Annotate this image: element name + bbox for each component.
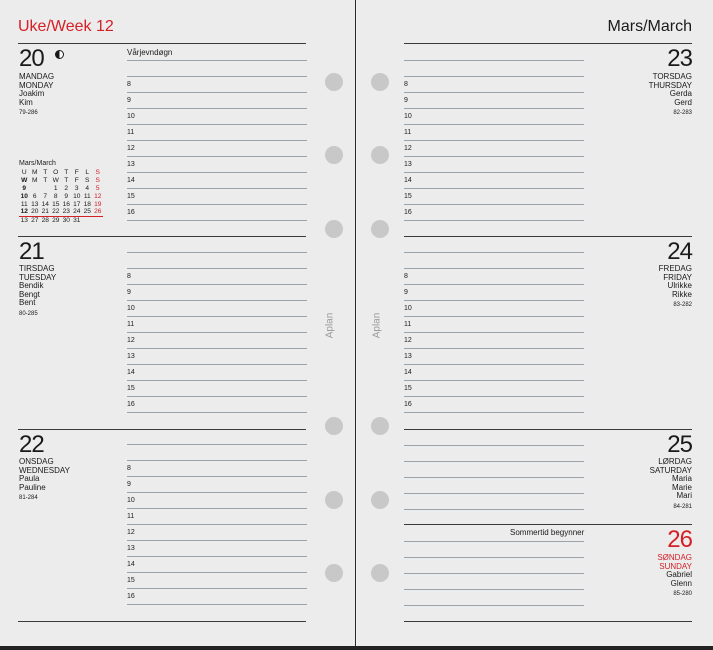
writing-line — [127, 140, 307, 141]
day-info-21 — [19, 265, 56, 318]
weekday-en: THURSDAY — [648, 80, 692, 90]
weekday-en: WEDNESDAY — [19, 465, 70, 475]
mini-week-num: 10 — [20, 192, 28, 200]
punch-hole — [371, 564, 389, 582]
writing-line — [404, 60, 584, 61]
writing-line — [404, 220, 584, 221]
name-day: Paula — [19, 474, 40, 483]
hour-label: 14 — [127, 369, 135, 376]
hour-label: 9 — [127, 481, 131, 488]
mini-head: S — [95, 176, 100, 184]
mini-day: 1 — [53, 184, 58, 192]
writing-line — [404, 445, 584, 446]
mini-day: 12 — [94, 192, 102, 200]
hour-label: 13 — [127, 353, 135, 360]
writing-line — [404, 364, 584, 365]
writing-line — [404, 348, 584, 349]
weekday-no: FREDAG — [658, 264, 692, 273]
mini-day: 4 — [85, 184, 90, 192]
hour-label: 15 — [127, 193, 135, 200]
mini-head: F — [74, 168, 79, 176]
mini-calendar-week — [19, 217, 103, 225]
hour-label: 10 — [404, 113, 412, 120]
mini-day: 24 — [73, 208, 81, 216]
mini-head: L — [85, 168, 90, 176]
hour-label: 11 — [404, 321, 412, 328]
hour-label: 16 — [127, 209, 135, 216]
hour-label: 16 — [404, 401, 412, 408]
weekday-en: FRIDAY — [663, 272, 692, 282]
writing-line — [404, 156, 584, 157]
mini-day — [93, 217, 104, 225]
writing-line — [127, 492, 307, 493]
day-number-25: 25 — [667, 431, 692, 458]
hour-label: 9 — [127, 289, 131, 296]
weekday-no: LØRDAG — [658, 457, 692, 466]
hour-label: 8 — [127, 465, 131, 472]
mini-week-num: 9 — [22, 184, 27, 192]
day-info-23 — [649, 73, 692, 118]
name-day: Marie — [671, 482, 692, 492]
day-note: Sommertid begynner — [510, 528, 585, 537]
writing-line — [404, 541, 584, 542]
punch-hole — [371, 417, 389, 435]
mini-head: F — [74, 176, 79, 184]
mini-calendar-head — [19, 177, 103, 185]
punch-hole — [371, 73, 389, 91]
hour-label: 12 — [404, 337, 412, 344]
writing-line — [127, 556, 307, 557]
writing-line — [127, 92, 307, 93]
hour-label: 10 — [127, 113, 135, 120]
day-divider — [404, 236, 692, 237]
day-number-21: 21 — [19, 238, 44, 265]
day-count: 83-282 — [673, 302, 692, 308]
writing-line — [404, 188, 584, 189]
mini-calendar — [19, 160, 103, 225]
writing-line — [127, 60, 307, 61]
mini-calendar-grid — [19, 169, 103, 225]
punch-hole — [325, 220, 343, 238]
writing-line — [404, 412, 584, 413]
writing-line — [127, 268, 307, 269]
punch-hole — [325, 417, 343, 435]
punch-hole — [325, 73, 343, 91]
writing-line — [404, 108, 584, 109]
mini-calendar-title: Mars/March — [19, 160, 56, 167]
writing-line — [127, 412, 307, 413]
mini-day: 25 — [83, 208, 91, 216]
writing-line — [127, 316, 307, 317]
name-day: Pauline — [19, 482, 46, 492]
mini-week-num: 11 — [20, 200, 28, 208]
mini-head: O — [53, 168, 59, 176]
hour-label: 14 — [404, 177, 412, 184]
name-day: Mari — [676, 491, 692, 500]
month-header: Mars/March — [607, 18, 692, 35]
hour-label: 15 — [404, 193, 412, 200]
writing-line — [127, 124, 307, 125]
day-divider — [18, 236, 306, 237]
mini-calendar-week — [19, 193, 103, 201]
writing-line — [404, 396, 584, 397]
writing-line — [127, 348, 307, 349]
mini-day: 17 — [73, 200, 81, 208]
writing-line — [404, 268, 584, 269]
day-divider — [404, 524, 692, 525]
day-info-26 — [657, 554, 692, 599]
day-count: 85-280 — [673, 591, 692, 597]
hour-label: 14 — [127, 561, 135, 568]
day-number-20: 20 — [19, 45, 44, 72]
hour-label: 10 — [404, 305, 412, 312]
writing-line — [404, 172, 584, 173]
weekday-en: SUNDAY — [659, 561, 692, 571]
mini-head: S — [85, 176, 90, 184]
day-divider — [18, 43, 306, 44]
writing-line — [404, 380, 584, 381]
writing-line — [127, 220, 307, 221]
name-day: Gerda — [669, 89, 692, 98]
mini-day: 18 — [83, 200, 91, 208]
mini-day: 16 — [62, 200, 70, 208]
day-number-23: 23 — [667, 45, 692, 72]
weekday-en: MONDAY — [19, 80, 54, 90]
writing-line — [127, 524, 307, 525]
writing-line — [404, 573, 584, 574]
punch-hole — [371, 146, 389, 164]
mini-calendar-week-current — [19, 208, 103, 216]
day-number-26: 26 — [667, 526, 692, 553]
name-day: Bendik — [19, 281, 44, 290]
day-divider — [404, 429, 692, 430]
hour-label: 14 — [404, 369, 412, 376]
mini-calendar-week — [19, 185, 103, 193]
hour-label: 11 — [127, 129, 135, 136]
hour-label: 12 — [404, 145, 412, 152]
writing-line — [127, 460, 307, 461]
week-header: Uke/Week 12 — [18, 18, 114, 35]
mini-head: M — [32, 168, 38, 176]
hour-label: 12 — [127, 337, 135, 344]
day-note: Vårjevndøgn — [127, 48, 173, 57]
mini-day: 21 — [41, 208, 49, 216]
mini-head: W — [21, 176, 28, 184]
writing-line — [127, 76, 307, 77]
writing-line — [127, 300, 307, 301]
name-day: Gabriel — [666, 570, 692, 579]
hour-label: 14 — [127, 177, 135, 184]
day-info-24 — [659, 265, 692, 310]
mini-head: T — [64, 168, 69, 176]
writing-line — [127, 108, 307, 109]
writing-line — [127, 476, 307, 477]
day-info-25 — [650, 458, 692, 511]
writing-line — [404, 605, 584, 606]
mini-head: U — [21, 168, 27, 176]
writing-line — [127, 444, 307, 445]
name-day: Kim — [19, 97, 33, 107]
mini-day: 28 — [41, 217, 49, 225]
mini-calendar-week — [19, 201, 103, 209]
name-day: Joakim — [19, 89, 45, 98]
mini-day: 23 — [62, 208, 70, 216]
hour-label: 8 — [127, 273, 131, 280]
weekday-no: SØNDAG — [657, 553, 692, 562]
half-moon-icon — [55, 50, 64, 59]
mini-day: 3 — [74, 184, 79, 192]
writing-line — [404, 461, 584, 462]
weekday-en: TUESDAY — [19, 272, 57, 282]
mini-day: 22 — [52, 208, 60, 216]
name-day: Bent — [19, 298, 36, 307]
mini-day: 31 — [73, 217, 81, 225]
right-page — [357, 0, 713, 646]
hour-label: 11 — [127, 321, 135, 328]
day-info-20 — [19, 73, 54, 118]
mini-day: 14 — [41, 200, 49, 208]
hour-label: 11 — [127, 513, 135, 520]
brand-logo: Aplan — [371, 312, 383, 339]
mini-head: T — [64, 176, 69, 184]
name-day: Ulrikke — [667, 281, 692, 290]
writing-line — [404, 76, 584, 77]
hour-label: 15 — [404, 385, 412, 392]
writing-line — [127, 172, 307, 173]
mini-head: M — [32, 176, 38, 184]
weekday-no: ONSDAG — [19, 457, 54, 466]
mini-head: T — [43, 168, 48, 176]
mini-calendar-head — [19, 169, 103, 177]
name-day: Bengt — [19, 289, 40, 299]
hour-label: 11 — [404, 129, 412, 136]
weekday-no: TORSDAG — [652, 72, 692, 81]
day-count: 84-281 — [673, 503, 692, 510]
weekday-no: TIRSDAG — [19, 264, 55, 273]
mini-day: 2 — [64, 184, 69, 192]
writing-line — [404, 140, 584, 141]
day-divider — [18, 621, 306, 622]
punch-hole — [371, 220, 389, 238]
hour-label: 13 — [127, 545, 135, 552]
hour-label: 16 — [404, 209, 412, 216]
mini-day: 13 — [31, 200, 39, 208]
writing-line — [404, 124, 584, 125]
writing-line — [127, 396, 307, 397]
writing-line — [127, 204, 307, 205]
mini-day: 30 — [62, 217, 70, 225]
day-count: 79-286 — [19, 110, 38, 116]
writing-line — [127, 508, 307, 509]
hour-label: 8 — [404, 273, 408, 280]
writing-line — [404, 316, 584, 317]
mini-day: 8 — [53, 192, 58, 200]
day-divider — [404, 621, 692, 622]
mini-day: 6 — [32, 192, 37, 200]
writing-line — [127, 572, 307, 573]
day-divider — [404, 43, 692, 44]
writing-line — [404, 509, 584, 510]
punch-hole — [325, 564, 343, 582]
name-day: Rikke — [671, 289, 692, 299]
writing-line — [127, 284, 307, 285]
mini-week-num: 12 — [20, 208, 28, 216]
writing-line — [127, 156, 307, 157]
writing-line — [404, 477, 584, 478]
writing-line — [404, 204, 584, 205]
writing-line — [404, 252, 584, 253]
writing-line — [404, 300, 584, 301]
hour-label: 10 — [127, 305, 135, 312]
weekday-no: MANDAG — [19, 72, 55, 81]
day-number-22: 22 — [19, 431, 44, 458]
mini-day: 7 — [43, 192, 48, 200]
hour-label: 10 — [127, 497, 135, 504]
writing-line — [404, 493, 584, 494]
day-count: 82-283 — [673, 110, 692, 116]
mini-day: 9 — [64, 192, 69, 200]
hour-label: 8 — [404, 81, 408, 88]
name-day: Maria — [671, 474, 692, 483]
hour-label: 16 — [127, 593, 135, 600]
writing-line — [127, 540, 307, 541]
punch-hole — [325, 491, 343, 509]
mini-day: 27 — [31, 217, 39, 225]
hour-label: 9 — [127, 97, 131, 104]
hour-label: 8 — [127, 81, 131, 88]
writing-line — [127, 364, 307, 365]
hour-label: 13 — [404, 161, 412, 168]
writing-line — [127, 588, 307, 589]
writing-line — [404, 284, 584, 285]
name-day: Gerd — [674, 97, 692, 107]
writing-line — [127, 604, 307, 605]
mini-day: 5 — [95, 184, 100, 192]
mini-day: 29 — [52, 217, 60, 225]
name-day: Glenn — [670, 578, 692, 588]
mini-head: W — [52, 176, 59, 184]
hour-label: 9 — [404, 97, 408, 104]
writing-line — [127, 380, 307, 381]
day-number-24: 24 — [667, 238, 692, 265]
day-info-22 — [19, 458, 70, 503]
writing-line — [127, 332, 307, 333]
mini-day: 11 — [83, 192, 91, 200]
mini-day: 10 — [73, 192, 81, 200]
mini-week-num: 13 — [20, 217, 28, 225]
hour-label: 15 — [127, 577, 135, 584]
hour-label: 13 — [404, 353, 412, 360]
hour-label: 15 — [127, 385, 135, 392]
bottom-edge — [0, 646, 713, 650]
day-count: 81-284 — [19, 495, 38, 501]
brand-logo: Aplan — [324, 312, 336, 339]
writing-line — [127, 252, 307, 253]
writing-line — [404, 557, 584, 558]
writing-line — [127, 188, 307, 189]
writing-line — [404, 92, 584, 93]
hour-label: 12 — [127, 529, 135, 536]
hour-label: 13 — [127, 161, 135, 168]
mini-day: 20 — [31, 208, 39, 216]
hour-label: 9 — [404, 289, 408, 296]
writing-line — [404, 332, 584, 333]
mini-day — [30, 185, 41, 193]
hour-label: 12 — [127, 145, 135, 152]
mini-day: 15 — [52, 200, 60, 208]
writing-line — [404, 589, 584, 590]
mini-day: 26 — [94, 208, 102, 216]
mini-day: 19 — [94, 200, 102, 208]
day-count: 80-285 — [19, 310, 38, 317]
punch-hole — [325, 146, 343, 164]
day-divider — [18, 429, 306, 430]
left-page — [0, 0, 356, 646]
punch-hole — [371, 491, 389, 509]
mini-head: S — [95, 168, 100, 176]
mini-day — [82, 217, 93, 225]
weekday-en: SATURDAY — [649, 465, 692, 475]
mini-head: T — [43, 176, 48, 184]
hour-label: 16 — [127, 401, 135, 408]
mini-day — [40, 185, 51, 193]
